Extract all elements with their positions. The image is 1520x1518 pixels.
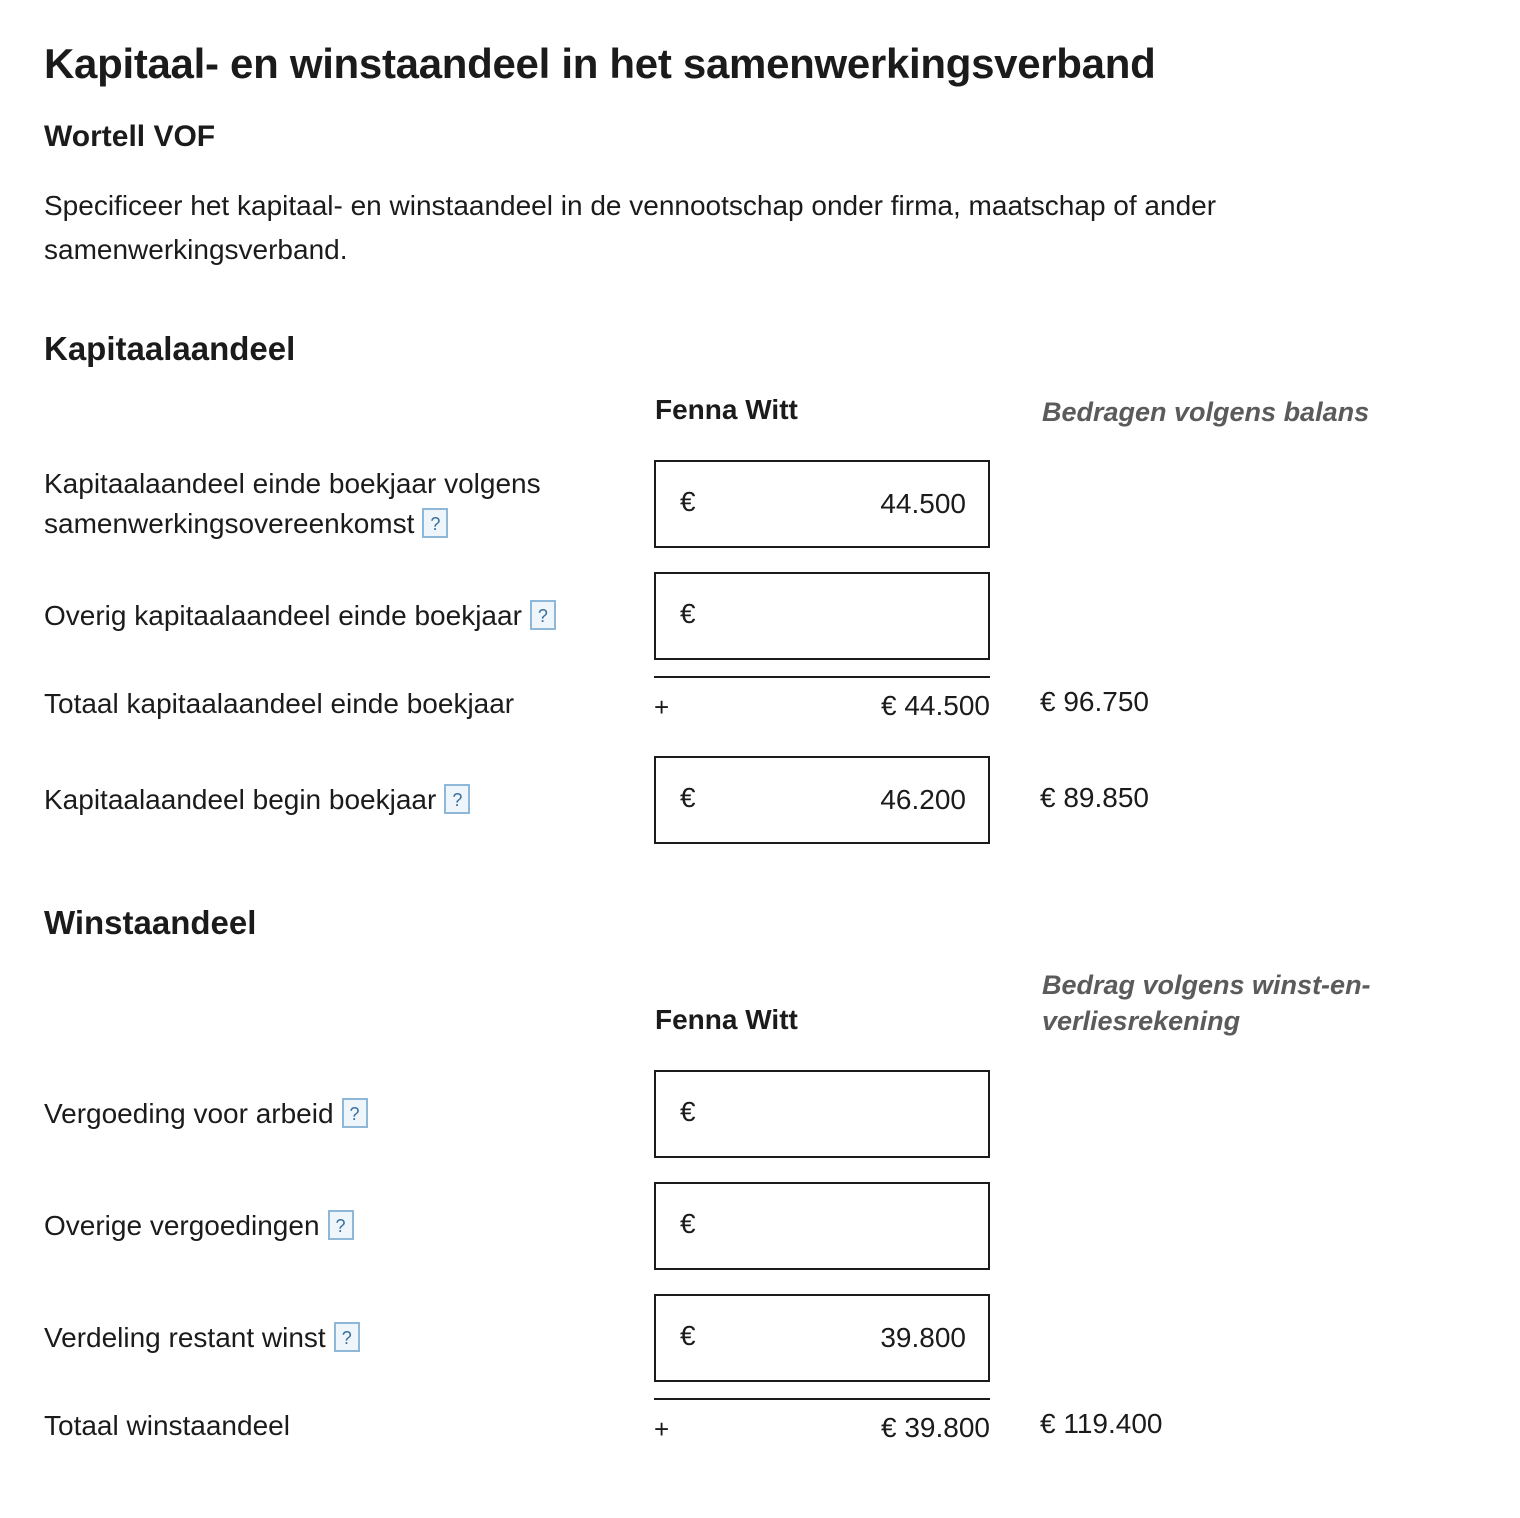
currency-symbol: €	[680, 486, 696, 517]
row-label-labor-compensation	[44, 1094, 614, 1134]
row-label-capital-begin	[44, 780, 614, 820]
section-title-kapitaalaandeel: Kapitaalaandeel	[44, 330, 296, 367]
column-header-partner: Fenna Witt	[655, 1004, 798, 1035]
plus-sign: +	[654, 1414, 670, 1444]
intro-text: Specificeer het kapitaal- en winstaandeel in de vennootschap onder firma, maatschap of ander samenwerkingsverband.	[44, 190, 1217, 265]
question-mark-icon[interactable]: ?	[328, 1210, 354, 1240]
other-compensation-input[interactable]	[716, 1202, 966, 1250]
row-label-text: Overig kapitaalaandeel einde boekjaar	[44, 600, 522, 631]
row-label-text: Verdeling restant winst	[44, 1322, 326, 1353]
column-header-balance: Bedragen volgens balans	[1042, 397, 1370, 427]
question-mark-icon[interactable]: ?	[444, 784, 470, 814]
row-label-text: Kapitaalaandeel begin boekjaar	[44, 784, 437, 815]
row-label-other-compensation	[44, 1206, 614, 1246]
row-label-text: Kapitaalaandeel einde boekjaar volgens samenwerkingsovereenkomst	[44, 468, 541, 539]
balance-capital-begin-value: € 89.850	[1040, 782, 1149, 813]
balance-capital-end-value: € 96.750	[1040, 686, 1149, 717]
other-compensation-field[interactable]	[654, 1182, 990, 1270]
currency-symbol: €	[680, 782, 696, 813]
row-label-total-capital-end: Totaal kapitaalaandeel einde boekjaar	[44, 688, 515, 719]
question-mark-icon[interactable]: ?	[422, 508, 448, 538]
total-divider	[654, 676, 990, 678]
question-mark-icon[interactable]: ?	[334, 1322, 360, 1352]
total-divider	[654, 1398, 990, 1400]
column-header-partner: Fenna Witt	[655, 394, 798, 425]
profit-loss-total-value: € 119.400	[1040, 1408, 1163, 1439]
capital-begin-input[interactable]	[716, 776, 966, 824]
question-mark-icon[interactable]: ?	[342, 1098, 368, 1128]
company-name: Wortell VOF	[44, 120, 216, 153]
row-label-total-profit: Totaal winstaandeel	[44, 1410, 290, 1441]
capital-begin-field[interactable]	[654, 756, 990, 844]
row-label-other-capital-end	[44, 596, 614, 636]
labor-compensation-input[interactable]	[716, 1090, 966, 1138]
remaining-profit-input[interactable]	[716, 1314, 966, 1362]
row-label-remaining-profit	[44, 1318, 614, 1358]
capital-end-agreement-field[interactable]	[654, 460, 990, 548]
page-title: Kapitaal- en winstaandeel in het samenwerkingsverband	[44, 40, 1156, 87]
currency-symbol: €	[680, 1096, 696, 1127]
section-title-winstaandeel: Winstaandeel	[44, 904, 257, 941]
remaining-profit-field[interactable]	[654, 1294, 990, 1382]
row-label-text: Overige vergoedingen	[44, 1210, 320, 1241]
currency-symbol: €	[680, 1320, 696, 1351]
row-label-capital-end-agreement	[44, 464, 614, 544]
other-capital-end-field[interactable]	[654, 572, 990, 660]
currency-symbol: €	[680, 598, 696, 629]
column-header-profit-loss: Bedrag volgens winst-en-verliesrekening	[1042, 970, 1371, 1036]
total-profit-value: € 39.800	[881, 1412, 990, 1443]
other-capital-end-input[interactable]	[716, 592, 966, 640]
plus-sign: +	[654, 692, 670, 722]
total-capital-end-value: € 44.500	[881, 690, 990, 721]
question-mark-icon[interactable]: ?	[530, 600, 556, 630]
row-label-text: Vergoeding voor arbeid	[44, 1098, 334, 1129]
labor-compensation-field[interactable]	[654, 1070, 990, 1158]
currency-symbol: €	[680, 1208, 696, 1239]
capital-end-agreement-input[interactable]	[716, 480, 966, 528]
